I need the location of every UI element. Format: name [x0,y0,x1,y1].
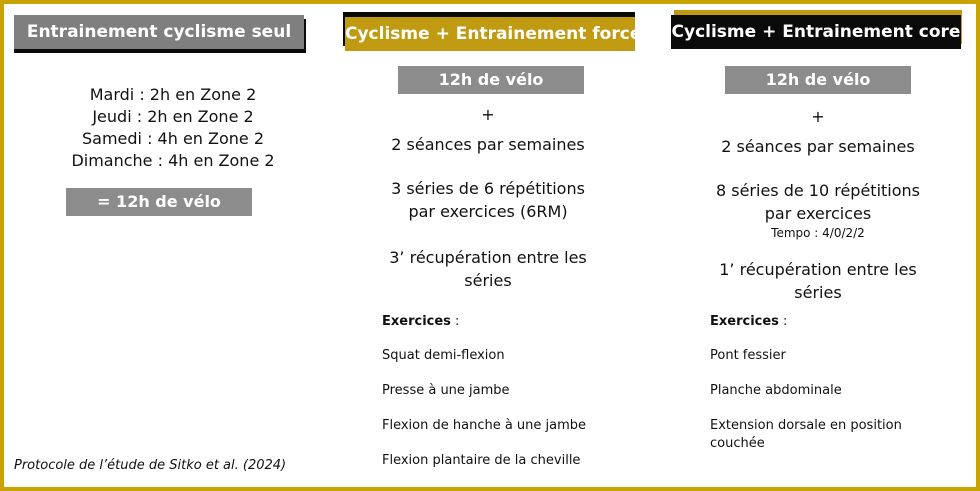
recovery-line-1: 1’ récupération entre les [719,260,917,279]
exercise-item: couchée [710,436,765,451]
series-line-2: par exercices [764,204,872,223]
schedule-line: Samedi : 4h en Zone 2 [81,129,265,148]
exercises-colon: : [450,314,460,329]
header-cycling-strength: Cyclisme + Entrainement force [345,17,635,51]
tempo-text: Tempo : 4/0/2/2 [771,226,865,240]
series-line-1: 8 séries de 10 répétitions [715,181,921,200]
bike-bar-strength: 12h de vélo [398,66,584,94]
recovery-line-1: 3’ récupération entre les [389,248,587,267]
exercises-heading [710,313,787,331]
exercise-item: Planche abdominale [710,383,842,398]
bike-bar-core: 12h de vélo [725,66,911,94]
schedule-block [20,84,326,172]
footnote-source: Protocole de l’étude de Sitko et al. (2024) [14,458,287,473]
schedule-line: Mardi : 2h en Zone 2 [89,85,257,104]
schedule-line: Jeudi : 2h en Zone 2 [92,107,254,126]
exercise-item: Flexion de hanche à une jambe [382,418,587,433]
exercises-heading [382,313,459,331]
exercise-item: Presse à une jambe [382,383,510,398]
exercises-label: Exercices [382,314,451,329]
recovery-line-2: séries [794,283,842,302]
sessions-text: 2 séances par semaines [391,135,585,154]
sessions-text: 2 séances par semaines [721,137,915,156]
schedule-line: Dimanche : 4h en Zone 2 [71,151,275,170]
exercises-colon: : [778,314,788,329]
plus-sign: + [481,105,495,124]
exercise-item: Flexion plantaire de la cheville [382,453,581,468]
exercise-item: Pont fessier [710,348,786,363]
header-cycling-only: Entrainement cyclisme seul [14,15,304,49]
series-line-2: par exercices (6RM) [408,202,568,221]
exercise-item: Squat demi-flexion [382,348,505,363]
total-bar: = 12h de vélo [66,188,252,216]
plus-sign: + [811,107,825,126]
series-line-1: 3 séries de 6 répétitions [391,179,585,198]
exercises-label: Exercices [710,314,779,329]
exercise-item: Extension dorsale en position [710,418,902,433]
recovery-line-2: séries [464,271,512,290]
header-cycling-core: Cyclisme + Entrainement core [671,15,961,49]
